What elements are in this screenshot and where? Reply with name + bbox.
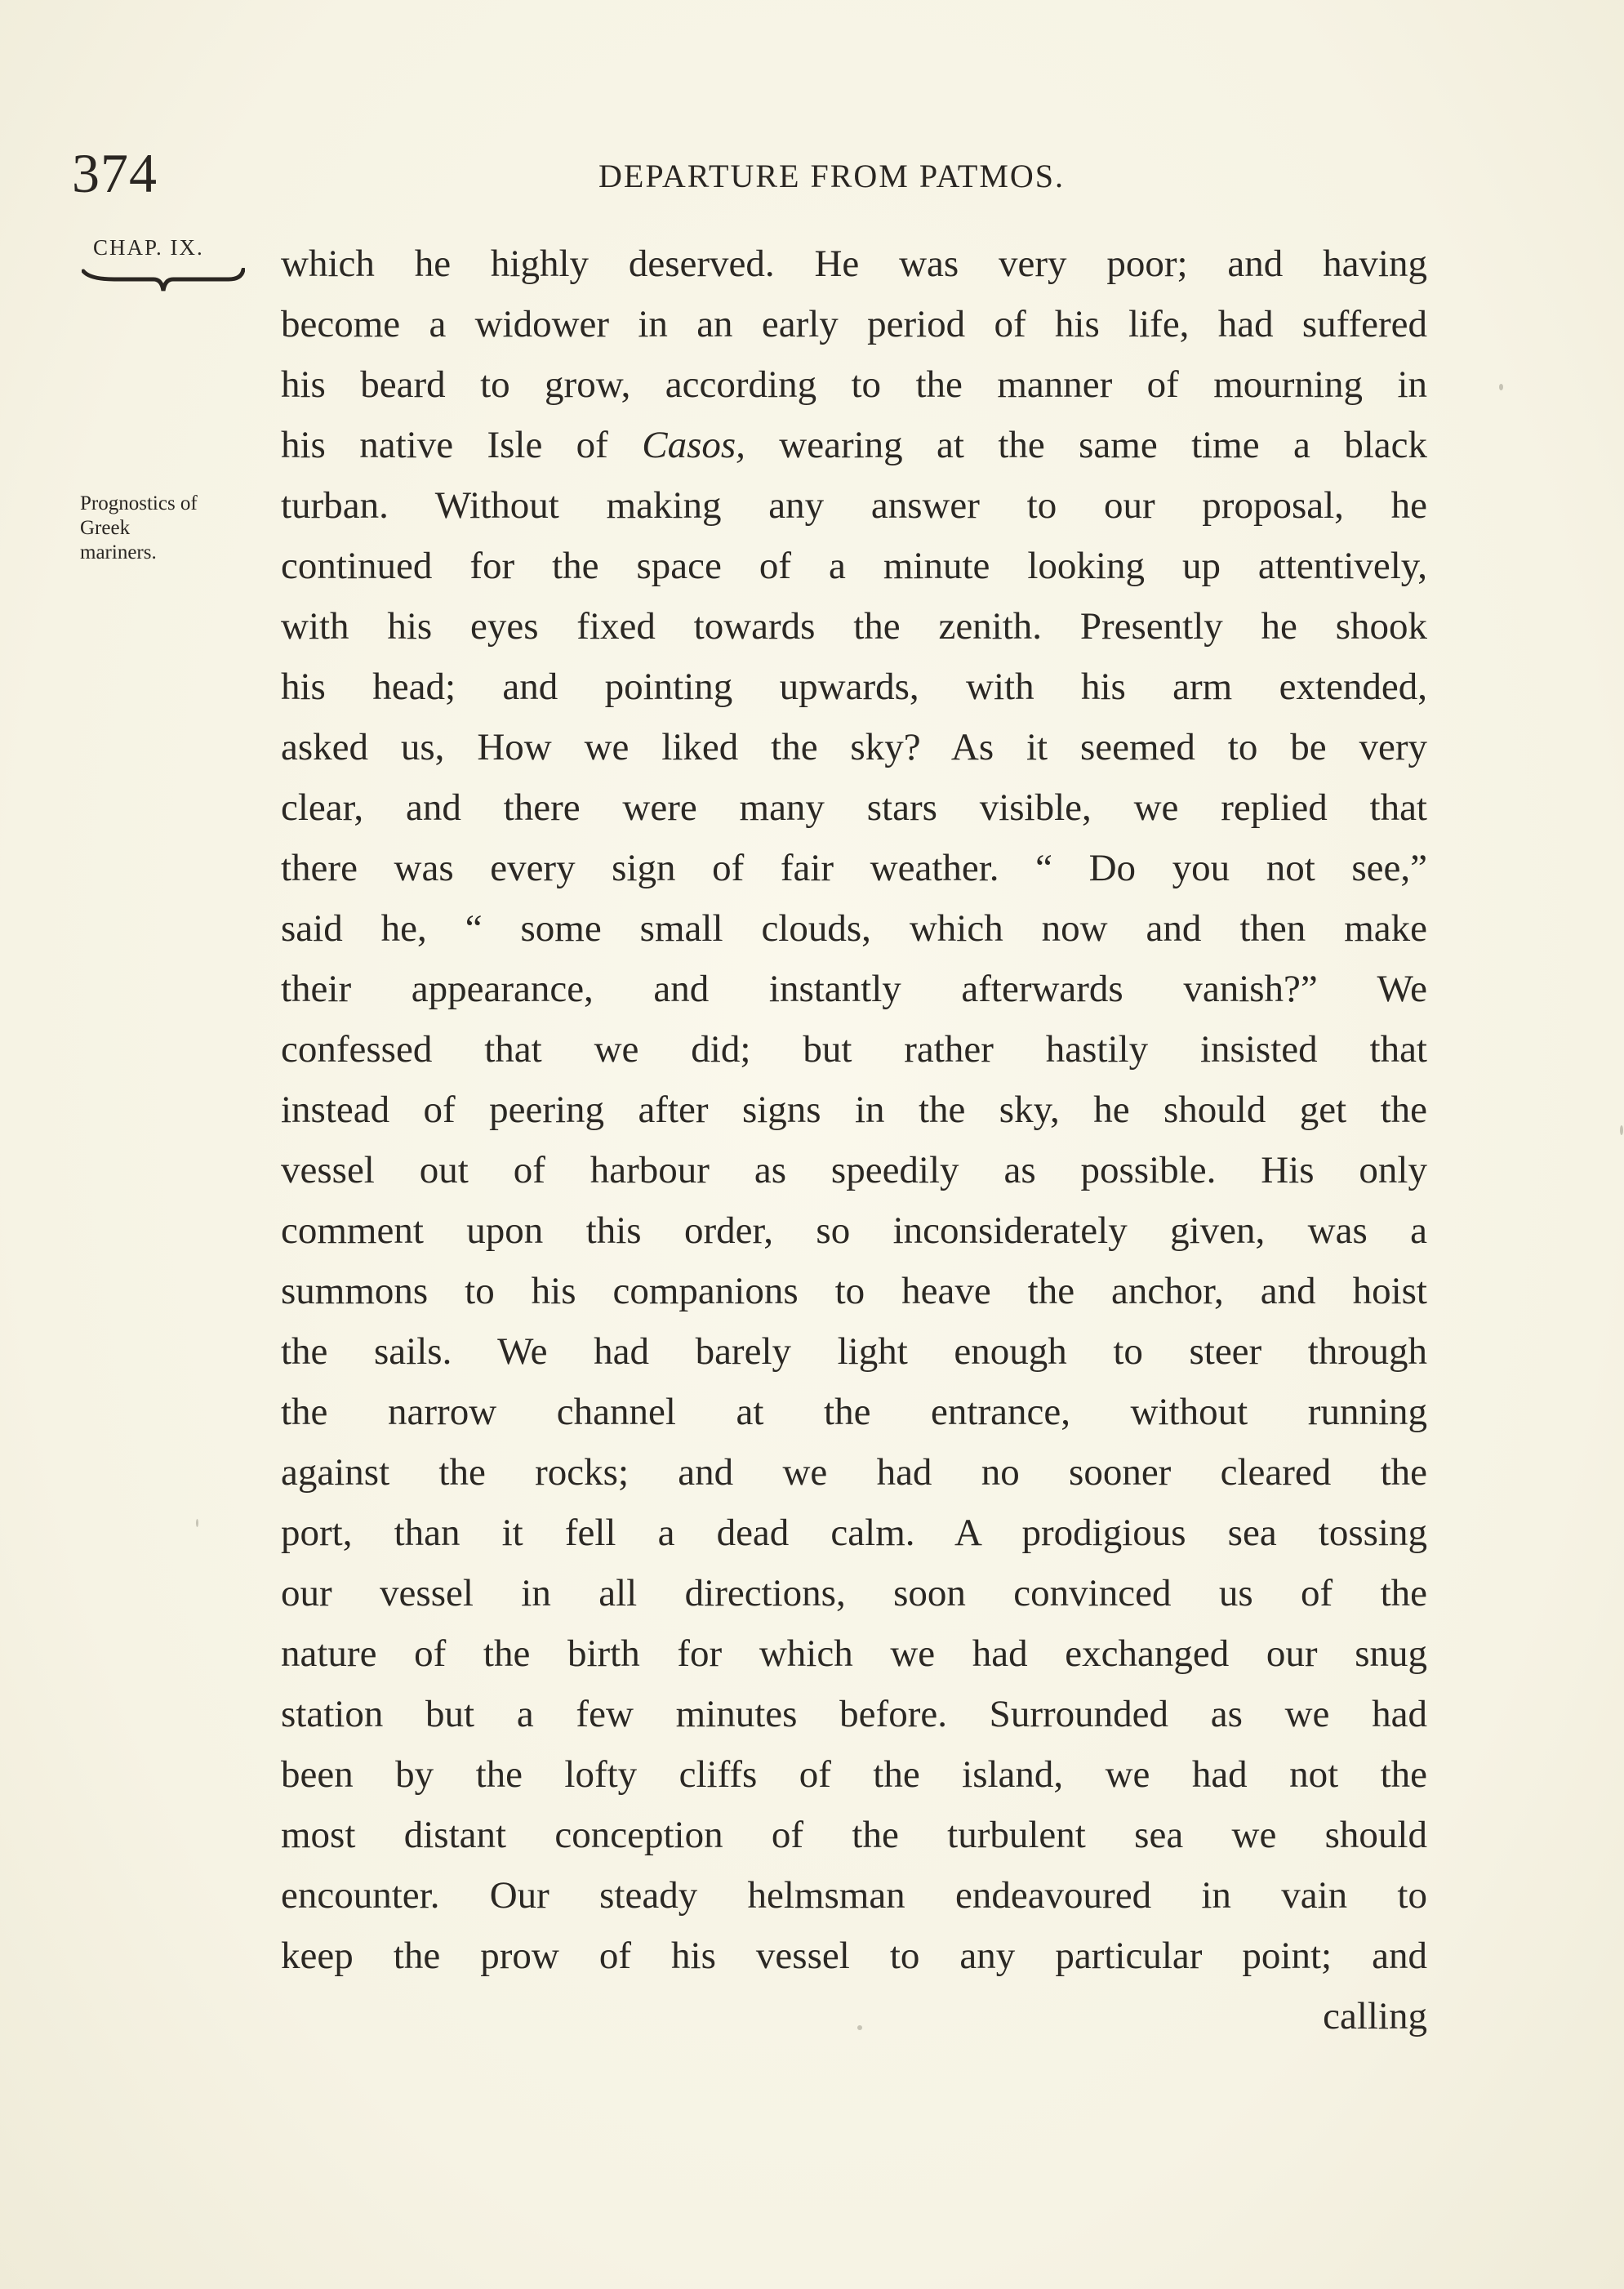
text-line: asked us, How we liked the sky? As it seemed to be very xyxy=(281,726,1427,768)
page-number: 374 xyxy=(72,142,158,204)
italic-place-name: Casos, xyxy=(642,424,745,466)
text-line: been by the lofty cliffs of the island, we had not the xyxy=(281,1753,1427,1796)
sidenote-line: Prognostics of xyxy=(80,492,198,514)
text-line: against the rocks; and we had no sooner cleared the xyxy=(281,1451,1427,1494)
text-line: his head; and pointing upwards, with his arm extended, xyxy=(281,666,1427,708)
catchword: calling xyxy=(1323,1995,1427,2037)
text-line: our vessel in all directions, soon convinced us of the xyxy=(281,1572,1427,1614)
text-line: the sails. We had barely light enough to steer through xyxy=(281,1330,1427,1373)
paper-speck xyxy=(1620,1125,1623,1135)
body-text xyxy=(281,234,1427,2046)
text-line: vessel out of harbour as speedily as possible. His only xyxy=(281,1149,1427,1191)
text-line: which he highly deserved. He was very poor; and having xyxy=(281,243,1427,285)
text-line: his native Isle of Casos, wearing at the same time a black xyxy=(281,424,1427,466)
marginal-sidenote xyxy=(80,492,198,565)
text-line: confessed that we did; but rather hastily insisted that xyxy=(281,1028,1427,1071)
text-line: with his eyes fixed towards the zenith. Presently he shook xyxy=(281,605,1427,648)
running-title: DEPARTURE FROM PATMOS. xyxy=(598,158,1066,194)
text-line: station but a few minutes before. Surrounded as we had xyxy=(281,1693,1427,1735)
text-line: said he, “ some small clouds, which now and then make xyxy=(281,907,1427,950)
text-line: clear, and there were many stars visible, we replied that xyxy=(281,786,1427,829)
text-line: most distant conception of the turbulent sea we should xyxy=(281,1814,1427,1856)
text-line: comment upon this order, so inconsiderately given, was a xyxy=(281,1209,1427,1252)
text-line: their appearance, and instantly afterwards vanish?” We xyxy=(281,968,1427,1010)
text-line: continued for the space of a minute looking up attentively, xyxy=(281,545,1427,587)
text-line: his beard to grow, according to the manner of mourning in xyxy=(281,363,1427,406)
text-line: encounter. Our steady helmsman endeavoured in vain to xyxy=(281,1874,1427,1917)
text-line: instead of peering after signs in the sky, he should get the xyxy=(281,1089,1427,1131)
text-line: nature of the birth for which we had exchanged our snug xyxy=(281,1632,1427,1675)
text-line: become a widower in an early period of his life, had suffered xyxy=(281,303,1427,345)
text-line: there was every sign of fair weather. “ Do you not see,” xyxy=(281,847,1427,889)
text-line: turban. Without making any answer to our proposal, he xyxy=(281,484,1427,527)
text-line: keep the prow of his vessel to any particular point; and xyxy=(281,1935,1427,1977)
text-line: summons to his companions to heave the anchor, and hoist xyxy=(281,1270,1427,1312)
paper-speck xyxy=(196,1519,198,1527)
sidenote-line: mariners. xyxy=(80,541,157,563)
sidenote-line: Greek xyxy=(80,517,131,539)
paper-speck xyxy=(857,2025,862,2030)
chapter-label: CHAP. IX. xyxy=(93,235,204,260)
paper-speck xyxy=(1499,384,1503,390)
text-line: the narrow channel at the entrance, without running xyxy=(281,1391,1427,1433)
text-line: port, than it fell a dead calm. A prodigious sea tossing xyxy=(281,1512,1427,1554)
chapter-brace-ornament xyxy=(82,268,245,297)
